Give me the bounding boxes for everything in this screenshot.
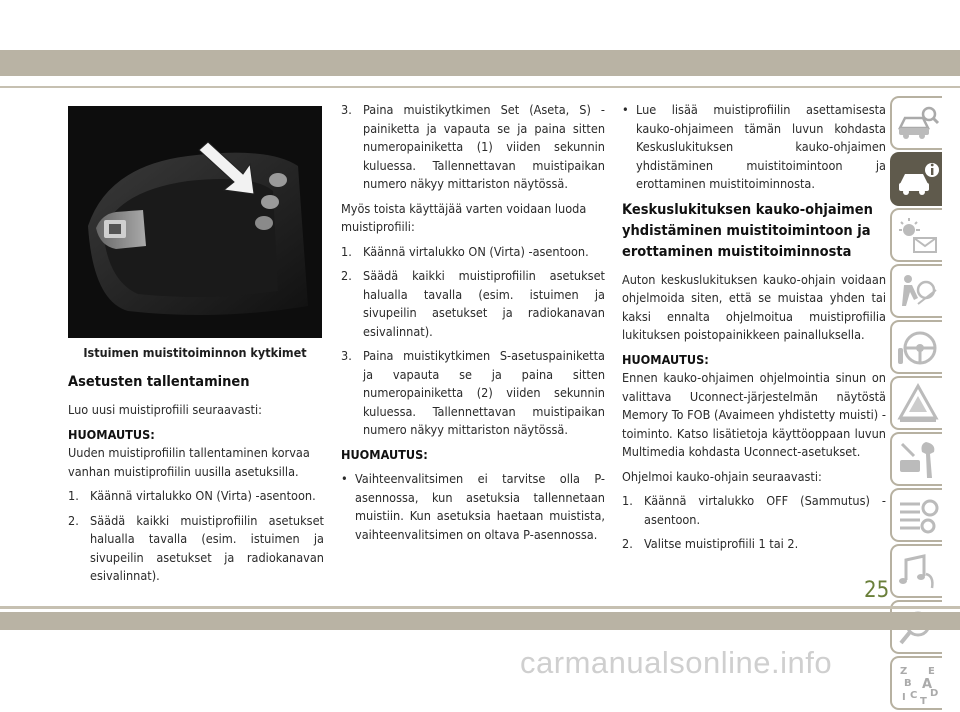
bullet-text: Lue lisää muistiprofiilin asettamisesta kauko-ohjaimeen tämän luvun kohdasta Keskuslukituksen kauko-ohjaimen yhdistäminen muistitoimintoon ja erottaminen muistitoiminnosta. [636,102,886,191]
list-item [68,487,324,506]
step-number: 1. [68,488,79,503]
step-text: Säädä kaikki muistiprofiilin asetukset halualla tavalla (esim. istuimen ja sivupeilin asetukset ja radiokanavan esivalinnat). [90,512,324,583]
list-item [341,101,605,194]
bullet-mark: • [622,102,629,117]
note-label: HUOMAUTUS: [68,426,155,442]
memory-switch-photo [68,106,322,338]
column-1 [68,372,324,592]
step-text: Paina muistikytkimen Set (Aseta, S) -painiketta ja vapauta se ja paina sitten numeropainiketta (1) viiden sekunnin kuluessa. Tallennettavan muistipaikan numero näkyy mittariston näytössä. [363,102,605,191]
tab-technical-specs[interactable] [890,488,942,542]
header-band [0,50,960,76]
step-text: Käännä virtalukko ON (Virta) -asentoon. [363,243,589,259]
column-3 [622,101,886,560]
bullet-text: Vaihteenvalitsimen ei tarvitse olla P-asennossa, kun asetuksia tallennetaan muistiin. Kun asetuksia haetaan muistista, vaihteenvalitsimen on oltava P-asennossa. [355,471,605,542]
tab-emergencies[interactable] [890,376,942,430]
bullet-item [341,470,605,544]
car-inspection-icon [896,102,940,146]
list-item [622,492,886,529]
tab-servicing[interactable] [890,432,942,486]
step-text: Säädä kaikki muistiprofiilin asetukset halualla tavalla (esim. istuimen ja sivupeilin asetukset ja radiokanavan esivalinnat). [363,268,605,339]
paragraph: Ohjelmoi kauko-ohjain seuraavasti: [622,468,822,484]
list-item [68,512,324,586]
roadside-warning-icon [896,382,940,426]
steering-wheel-icon [896,326,940,370]
top-margin [0,0,960,50]
tab-starting-operating[interactable] [890,320,942,374]
airbag-safety-icon [896,270,940,314]
column-2 [341,101,605,550]
index-letter: D [930,688,939,699]
section-heading: Asetusten tallentaminen [68,374,250,390]
index-letter: A [922,677,933,692]
paragraph: Myös toista käyttäjää varten voidaan luoda muistiprofiili: [341,200,587,234]
tab-index[interactable] [890,656,942,710]
step-number: 1. [622,493,633,508]
footer-rule [0,606,960,609]
step-number: 3. [341,348,352,363]
maintenance-gears-icon [896,494,940,538]
step-number: 2. [622,536,633,551]
step-text: Valitse muistiprofiili 1 tai 2. [644,536,799,551]
list-item [341,267,605,341]
figure-caption: Istuimen muistitoiminnon kytkimet [83,345,307,360]
warning-lights-icon [896,214,940,258]
index-letters-icon [896,662,940,706]
bullet-item [622,101,886,194]
tab-safety[interactable] [890,264,942,318]
multimedia-icon [896,550,940,594]
step-text: Käännä virtalukko ON (Virta) -asentoon. [90,488,316,503]
step-text: Paina muistikytkimen S-asetuspainiketta ja vapauta se ja paina sitten numeropainiketta (2) viiden sekunnin kuluessa. Tallennettavan muistipaikan numero näkyy mittariston näytössä. [363,348,605,437]
tab-vehicle-intro[interactable] [890,96,942,150]
page-number: 25 [864,578,890,603]
step-number: 1. [341,243,352,259]
note-label: HUOMAUTUS: [341,446,428,462]
car-info-icon [896,158,940,202]
wrench-tools-icon [896,438,940,482]
tab-getting-to-know[interactable] [890,152,942,206]
section-heading: Keskuslukituksen kauko-ohjaimen yhdistäminen muistitoimintoon ja erottaminen muistitoiminnosta [622,201,873,260]
door-panel-illustration [68,106,322,338]
list-item [622,535,886,554]
index-letter: E [928,666,935,677]
header-rule [0,86,960,88]
index-letter: C [910,690,918,701]
tab-instrument-panel[interactable] [890,208,942,262]
intro-text: Luo uusi muistiprofiili seuraavasti: [68,402,262,417]
index-letter: I [902,692,906,703]
index-letter: T [920,696,927,706]
bullet-mark: • [341,471,348,486]
step-number: 2. [68,512,79,528]
watermark: carmanualsonline.info [520,645,833,680]
step-text: Käännä virtalukko OFF (Sammutus) -asentoon. [644,493,886,527]
note-text: Uuden muistiprofiilin tallentaminen korvaa vanhan muistiprofiilin uusilla asetuksilla. [68,445,310,479]
paragraph: Auton keskuslukituksen kauko-ohjain voidaan ohjelmoida siten, että se muistaa yhden tai kaksi ennalta ohjelmoitua muistiprofiilia lukituksen poistopainikkeen painalluksella. [622,271,886,342]
note-label: HUOMAUTUS: [622,351,709,367]
tab-multimedia[interactable] [890,544,942,598]
note-text: Ennen kauko-ohjaimen ohjelmointia sinun on valittava Uconnect-järjestelmän näytöstä Memory To FOB (Avaimeen yhdistetty muisti) -toiminto. Katso lisätietoja käyttöoppaan luvun Multimedia kohdasta Uconnect-asetukset. [622,370,886,459]
footer-band [0,612,960,630]
step-number: 2. [341,268,352,283]
index-letter: Z [900,666,908,677]
list-item [341,243,605,262]
step-number: 3. [341,102,352,117]
list-item [341,347,605,440]
index-letter: B [904,678,912,689]
